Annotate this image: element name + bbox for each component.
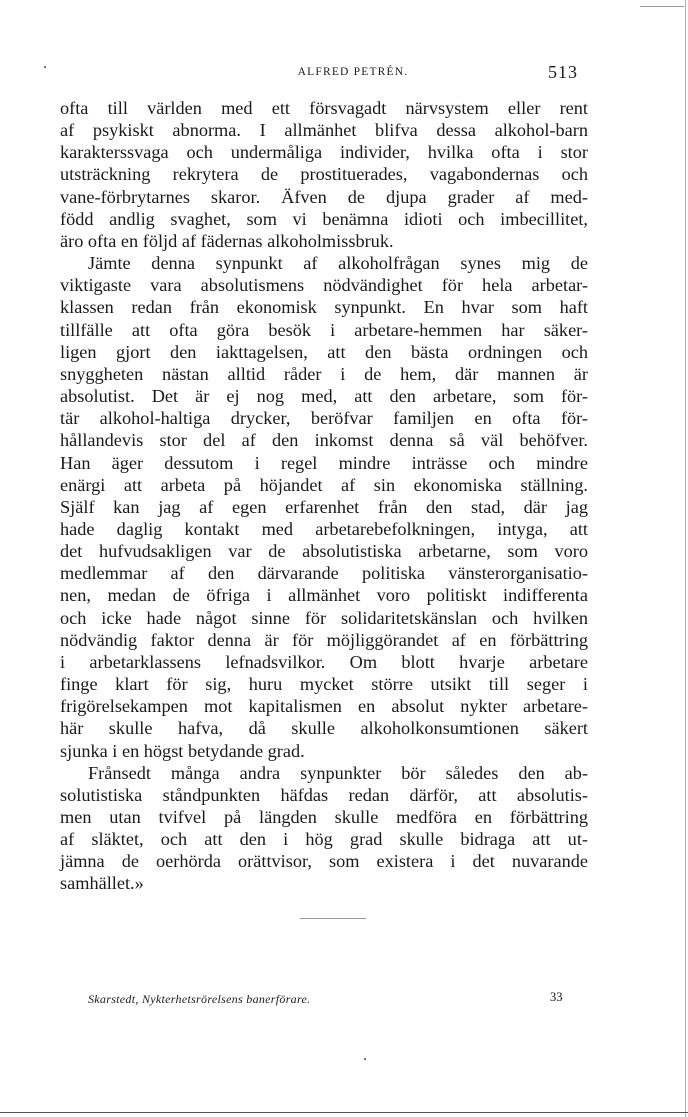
text-line: Själf kan jag af egen erfarenhet från den stad, där jag bbox=[60, 496, 588, 517]
text-line: ofta till världen med ett försvagadt närvsystem eller rent bbox=[60, 98, 588, 118]
page-edge-bottom bbox=[0, 1112, 688, 1113]
text-line: finge klart för sig, huru mycket större utsikt till seger i bbox=[60, 674, 588, 695]
text-line: karakterssvaga och undermåliga individer, hvilka ofta i stor bbox=[60, 142, 588, 163]
text-line: frigörelsekampen mot kapitalismen en absolut nykter arbetare- bbox=[60, 696, 588, 717]
text-line: sjunka i en högst betydande grad. bbox=[60, 740, 305, 761]
page-edge-right bbox=[685, 0, 686, 1117]
text-line: det hufvudsakligen var de absolutistiska arbetarne, som voro bbox=[60, 541, 588, 562]
text-line: tär alkohol-haltiga drycker, beröfvar familjen en ofta för- bbox=[60, 408, 588, 429]
text-line: här skulle hafva, då skulle alkoholkonsumtionen säkert bbox=[60, 718, 588, 739]
text-line: ligen gjort den iakttagelsen, att den bästa ordningen och bbox=[60, 341, 588, 362]
text-line: Han äger dessutom i regel mindre inträsse och mindre bbox=[60, 452, 588, 473]
signature-line: Skarstedt, Nykterhetsrörelsens banerförare. bbox=[88, 992, 311, 1006]
text-line: medlemmar af den därvarande politiska vänsterorganisatio- bbox=[60, 563, 588, 584]
text-line: af släktet, och att den i hög grad skulle bidraga att ut- bbox=[60, 829, 588, 850]
sheet-number: 33 bbox=[550, 990, 563, 1004]
page-edge-top bbox=[640, 6, 684, 7]
text-line: född andlig svaghet, som vi benämna idioti och imbecillitet, bbox=[60, 208, 588, 229]
paragraph-start-line: Jämte denna synpunkt af alkoholfrågan synes mig de bbox=[88, 253, 588, 274]
ink-speck bbox=[364, 1058, 366, 1060]
text-line: absolutist. Det är ej nog med, att den arbetare, som för- bbox=[60, 386, 588, 407]
text-line: viktigaste vara absolutismens nödvändighet för hela arbetar- bbox=[60, 275, 588, 296]
text-line: enärgi att arbeta på höjandet af sin ekonomiska ställning. bbox=[60, 474, 588, 495]
text-line: nödvändig faktor denna är för möjliggörandet af en förbättring bbox=[60, 629, 588, 650]
text-line: klassen redan från ekonomisk synpunkt. En hvar som haft bbox=[60, 297, 588, 318]
text-line: äro ofta en följd af fädernas alkoholmissbruk. bbox=[60, 230, 394, 251]
text-line: utsträckning rekrytera de prostituerades, vagabondernas och bbox=[60, 164, 588, 185]
text-line: nen, medan de öfriga i allmänhet voro politiskt indifferenta bbox=[60, 585, 588, 606]
text-line: af psykiskt abnorma. I allmänhet blifva dessa alkohol-barn bbox=[60, 120, 588, 141]
section-end-rule bbox=[300, 918, 366, 919]
text-line: jämna de oerhörda orättvisor, som existera i det nuvarande bbox=[60, 851, 588, 872]
page-number: 513 bbox=[548, 62, 578, 82]
text-line: snyggheten nästan alltid råder i de hem, där mannen är bbox=[60, 363, 588, 384]
text-line: i arbetarklassens lefnadsvilkor. Om blott hvarje arbetare bbox=[60, 651, 588, 672]
text-line: hade daglig kontakt med arbetarebefolkningen, intyga, att bbox=[60, 518, 588, 539]
text-line: men utan tvifvel på längden skulle medföra en förbättring bbox=[60, 807, 588, 827]
text-line: samhället.» bbox=[60, 873, 144, 894]
text-line: och icke hade något sinne för solidaritetskänslan och hvilken bbox=[60, 607, 588, 628]
paragraph-start-line: Frånsedt många andra synpunkter bör således den ab- bbox=[88, 762, 588, 783]
text-line: tillfälle att ofta göra besök i arbetare-hemmen har säker- bbox=[60, 319, 588, 340]
text-line: hållandevis stor del af den inkomst denna så väl behöfver. bbox=[60, 430, 588, 451]
running-title: ALFRED PETRÉN. bbox=[297, 66, 409, 78]
text-line: vane-förbrytarnes skaror. Äfven de djupa grader af med- bbox=[60, 186, 588, 207]
text-line: solutistiska ståndpunkten häfdas redan därför, att absolutis- bbox=[60, 784, 588, 805]
body-text bbox=[60, 97, 588, 895]
